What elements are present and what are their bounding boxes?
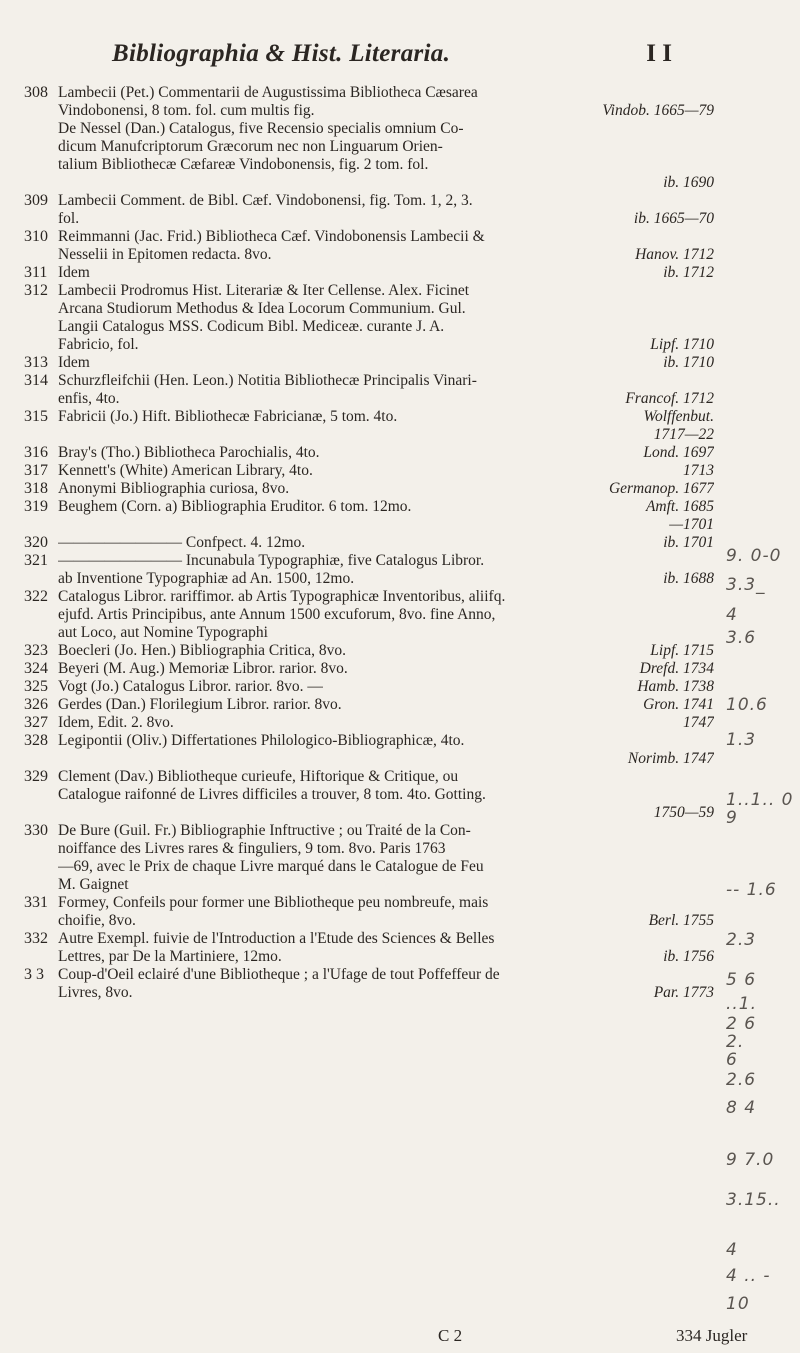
entry-imprint: Par. 1773 <box>648 984 714 1002</box>
entry-line <box>58 282 714 300</box>
running-header <box>112 40 672 80</box>
catalogue-entry <box>24 588 714 642</box>
entry-line <box>58 696 714 714</box>
entry-line <box>58 102 714 120</box>
entry-text: Lambecii Comment. de Bibl. Cæf. Vindobonensi, fig. Tom. 1, 2, 3. <box>58 192 473 209</box>
entry-number: 315 <box>24 408 48 425</box>
catalogue-entry <box>24 192 714 228</box>
handwritten-note: 4 <box>726 605 738 625</box>
entry-line <box>58 300 714 318</box>
handwritten-note: 2.3 <box>726 930 757 950</box>
entry-text: Bray's (Tho.) Bibliotheca Parochialis, 4to. <box>58 444 320 461</box>
entry-text: Nesselii in Epitomen redacta. 8vo. <box>58 246 272 263</box>
handwritten-note: 2. <box>726 1032 745 1052</box>
signature-mark: C 2 <box>438 1326 463 1345</box>
entry-line <box>58 606 714 624</box>
entry-imprint: Lipf. 1715 <box>644 642 714 660</box>
handwritten-note: 10.6 <box>726 695 768 715</box>
entry-imprint: ib. 1690 <box>657 174 714 192</box>
entry-line <box>58 714 714 732</box>
entry-imprint: Lipf. 1710 <box>644 336 714 354</box>
entry-text: Gerdes (Dan.) Florilegium Libror. rarior. 8vo. <box>58 696 342 713</box>
entry-text: Catalogue raifonné de Livres difficiles a trouver, 8 tom. 4to. Gotting. <box>58 786 486 803</box>
catalogue-entry <box>24 282 714 354</box>
entry-text: dicum Manufcriptorum Græcorum nec non Linguarum Orien- <box>58 138 443 155</box>
entry-text: Livres, 8vo. <box>58 984 133 1001</box>
entry-imprint: 1717—22 <box>648 426 714 444</box>
entry-line <box>58 804 714 822</box>
entry-imprint: 1750—59 <box>648 804 714 822</box>
entry-line <box>58 858 714 876</box>
entry-text: Boecleri (Jo. Hen.) Bibliographia Critica, 8vo. <box>58 642 346 659</box>
entry-imprint: Wolffenbut. <box>638 408 714 426</box>
entry-text: Legipontii (Oliv.) Differtationes Philologico-Bibliographicæ, 4to. <box>58 732 465 749</box>
entry-line <box>58 174 714 192</box>
handwritten-note: 3.6 <box>726 628 757 648</box>
entry-line <box>58 678 714 696</box>
entry-imprint: ib. 1712 <box>657 264 714 282</box>
entry-line <box>58 534 714 552</box>
entry-line <box>58 588 714 606</box>
handwritten-note: 4 <box>726 1240 738 1260</box>
entry-text: aut Loco, aut Nomine Typographi <box>58 624 268 641</box>
entry-number: 310 <box>24 228 48 245</box>
entry-imprint: ib. 1665—70 <box>628 210 714 228</box>
entry-text: Arcana Studiorum Methodus & Idea Locorum Communium. Gul. <box>58 300 466 317</box>
entry-number: 313 <box>24 354 48 371</box>
entry-text: Vindobonensi, 8 tom. fol. cum multis fig. <box>58 102 315 119</box>
entry-line <box>58 948 714 966</box>
entry-text: noiffance des Livres rares & finguliers, 9 tom. 8vo. Paris 1763 <box>58 840 446 857</box>
entry-text: Autre Exempl. fuivie de l'Introduction a l'Etude des Sciences & Belles <box>58 930 495 947</box>
entry-imprint: ib. 1710 <box>657 354 714 372</box>
entry-line <box>58 552 714 570</box>
entry-line <box>58 498 714 516</box>
entry-line <box>58 516 714 534</box>
handwritten-note: 2 6 <box>726 1014 757 1034</box>
entry-number: 325 <box>24 678 48 695</box>
entry-text: Idem <box>58 354 90 371</box>
entry-number: 324 <box>24 660 48 677</box>
entry-imprint: Francof. 1712 <box>619 390 714 408</box>
entry-text: —69, avec le Prix de chaque Livre marqué dans le Catalogue de Feu <box>58 858 484 875</box>
entry-line <box>58 642 714 660</box>
catalogue-entries <box>24 84 714 1002</box>
running-title: Bibliographia & Hist. Literaria. <box>112 40 451 67</box>
entry-text: Fabricio, fol. <box>58 336 139 353</box>
catalogue-entry <box>24 678 714 696</box>
entry-line <box>58 444 714 462</box>
entry-line <box>58 246 714 264</box>
entry-line <box>58 264 714 282</box>
entry-text: fol. <box>58 210 80 227</box>
handwritten-note: 8 4 <box>726 1098 757 1118</box>
entry-text: Formey, Confeils pour former une Bibliotheque peu nombreufe, mais <box>58 894 489 911</box>
catalogue-entry <box>24 732 714 768</box>
entry-imprint: Amft. 1685 <box>640 498 714 516</box>
handwritten-note: 10 <box>726 1294 750 1314</box>
catalogue-entry <box>24 966 714 1002</box>
entry-text: Reimmanni (Jac. Frid.) Bibliotheca Cæf. Vindobonensis Lambecii & <box>58 228 485 245</box>
catalogue-entry <box>24 768 714 822</box>
catchword: 334 Jugler <box>676 1326 748 1345</box>
entry-line <box>58 390 714 408</box>
entry-number: 331 <box>24 894 48 911</box>
handwritten-note: 2.6 <box>726 1070 757 1090</box>
entry-imprint: ib. 1756 <box>657 948 714 966</box>
catalogue-entry <box>24 354 714 372</box>
handwritten-note: 1..1.. 0 <box>726 790 794 810</box>
entry-imprint: Berl. 1755 <box>643 912 714 930</box>
entry-text: ejufd. Artis Principibus, ante Annum 1500 excuforum, 8vo. fine Anno, <box>58 606 496 623</box>
entry-number: 326 <box>24 696 48 713</box>
entry-number: 318 <box>24 480 48 497</box>
entry-text <box>58 174 62 191</box>
entry-imprint: Hamb. 1738 <box>631 678 714 696</box>
catalogue-entry <box>24 498 714 534</box>
entry-number: 312 <box>24 282 48 299</box>
entry-imprint: Germanop. 1677 <box>603 480 714 498</box>
handwritten-note: 9 7.0 <box>726 1150 775 1170</box>
catalogue-entry <box>24 84 714 192</box>
entry-line <box>58 786 714 804</box>
entry-line <box>58 156 714 174</box>
entry-imprint: —1701 <box>663 516 714 534</box>
handwritten-note: -- 1.6 <box>726 880 777 900</box>
entry-number: 316 <box>24 444 48 461</box>
handwritten-note: 5 6 <box>726 970 757 990</box>
entry-line <box>58 750 714 768</box>
catalogue-entry <box>24 642 714 660</box>
catalogue-entry <box>24 480 714 498</box>
entry-number: 308 <box>24 84 48 101</box>
entry-line <box>58 912 714 930</box>
entry-line <box>58 840 714 858</box>
entry-text: talium Bibliothecæ Cæfareæ Vindobonensis, fig. 2 tom. fol. <box>58 156 429 173</box>
handwritten-note: ..1. <box>726 994 758 1014</box>
entry-text: Coup-d'Oeil eclairé d'une Bibliotheque ; a l'Ufage de tout Poffeffeur de <box>58 966 500 983</box>
entry-line <box>58 426 714 444</box>
entry-line <box>58 228 714 246</box>
entry-number: 327 <box>24 714 48 731</box>
entry-text: Langii Catalogus MSS. Codicum Bibl. Mediceæ. curante J. A. <box>58 318 445 335</box>
entry-imprint: Hanov. 1712 <box>629 246 714 264</box>
entry-line <box>58 822 714 840</box>
entry-imprint: 1713 <box>677 462 714 480</box>
entry-number: 321 <box>24 552 48 569</box>
entry-imprint: ib. 1701 <box>657 534 714 552</box>
catalogue-entry <box>24 264 714 282</box>
entry-text: Idem <box>58 264 90 281</box>
entry-line <box>58 966 714 984</box>
catalogue-entry <box>24 660 714 678</box>
entry-imprint: Gron. 1741 <box>637 696 714 714</box>
entry-line <box>58 570 714 588</box>
entry-text: ab Inventione Typographiæ ad An. 1500, 12mo. <box>58 570 355 587</box>
catalogue-entry <box>24 408 714 444</box>
entry-text: De Nessel (Dan.) Catalogus, five Recensio specialis omnium Co- <box>58 120 464 137</box>
entry-number: 323 <box>24 642 48 659</box>
entry-text: Lambecii Prodromus Hist. Literariæ & Iter Cellense. Alex. Ficinet <box>58 282 470 299</box>
entry-number: 311 <box>24 264 48 281</box>
handwritten-note: 6 <box>726 1050 738 1070</box>
entry-line <box>58 408 714 426</box>
entry-line <box>58 894 714 912</box>
entry-line <box>58 768 714 786</box>
entry-text: choifie, 8vo. <box>58 912 136 929</box>
entry-text: Kennett's (White) American Library, 4to. <box>58 462 313 479</box>
entry-number: 322 <box>24 588 48 605</box>
entry-number: 320 <box>24 534 48 551</box>
handwritten-note: 3.3_ <box>726 575 766 595</box>
entry-imprint: ib. 1688 <box>657 570 714 588</box>
entry-line <box>58 480 714 498</box>
catalogue-entry <box>24 372 714 408</box>
entry-number: 332 <box>24 930 48 947</box>
entry-line <box>58 930 714 948</box>
handwritten-note: 9. 0-0 <box>726 546 782 566</box>
entry-line <box>58 210 714 228</box>
catalogue-entry <box>24 714 714 732</box>
entry-number: 3 3 <box>24 966 44 983</box>
handwritten-note: 3.15.. <box>726 1190 781 1210</box>
catalogue-entry <box>24 462 714 480</box>
entry-imprint: 1747 <box>677 714 714 732</box>
handwritten-note: 1.3 <box>726 730 757 750</box>
entry-line <box>58 624 714 642</box>
entry-line <box>58 372 714 390</box>
entry-line <box>58 462 714 480</box>
entry-line <box>58 984 714 1002</box>
page-footer <box>0 1326 800 1350</box>
entry-number: 328 <box>24 732 48 749</box>
entry-line <box>58 192 714 210</box>
entry-imprint: Lond. 1697 <box>637 444 714 462</box>
entry-number: 329 <box>24 768 48 785</box>
catalogue-entry <box>24 822 714 894</box>
entry-number: 309 <box>24 192 48 209</box>
entry-line <box>58 660 714 678</box>
entry-number: 330 <box>24 822 48 839</box>
entry-text: Anonymi Bibliographia curiosa, 8vo. <box>58 480 290 497</box>
entry-number: 319 <box>24 498 48 515</box>
entry-text <box>58 750 62 767</box>
entry-text: Catalogus Libror. rariffimor. ab Artis Typographicæ Inventoribus, aliifq. <box>58 588 506 605</box>
entry-line <box>58 84 714 102</box>
entry-text: Vogt (Jo.) Catalogus Libror. rarior. 8vo. — <box>58 678 323 695</box>
entry-text: enfis, 4to. <box>58 390 120 407</box>
entry-text: Beughem (Corn. a) Bibliographia Eruditor. 6 tom. 12mo. <box>58 498 412 515</box>
catalogue-entry <box>24 894 714 930</box>
entry-imprint: Drefd. 1734 <box>634 660 714 678</box>
entry-imprint: Norimb. 1747 <box>622 750 714 768</box>
entry-line <box>58 732 714 750</box>
entry-text: M. Gaignet <box>58 876 129 893</box>
entry-line <box>58 336 714 354</box>
entry-line <box>58 876 714 894</box>
entry-text: Fabricii (Jo.) Hift. Bibliothecæ Fabricianæ, 5 tom. 4to. <box>58 408 398 425</box>
entry-line <box>58 120 714 138</box>
entry-text <box>58 804 62 821</box>
entry-line <box>58 318 714 336</box>
entry-text: Schurzfleifchii (Hen. Leon.) Notitia Bibliothecæ Principalis Vinari- <box>58 372 477 389</box>
catalogue-entry <box>24 228 714 264</box>
catalogue-entry <box>24 696 714 714</box>
entry-text <box>58 426 62 443</box>
entry-text: Lambecii (Pet.) Commentarii de Augustissima Bibliotheca Cæsarea <box>58 84 478 101</box>
entry-text: De Bure (Guil. Fr.) Bibliographie Inftructive ; ou Traité de la Con- <box>58 822 471 839</box>
entry-text <box>58 516 62 533</box>
entry-line <box>58 354 714 372</box>
entry-text: ———————— Incunabula Typographiæ, five Catalogus Libror. <box>58 552 485 569</box>
entry-text: Beyeri (M. Aug.) Memoriæ Libror. rarior. 8vo. <box>58 660 348 677</box>
entry-text: Lettres, par De la Martiniere, 12mo. <box>58 948 282 965</box>
entry-text: Clement (Dav.) Bibliotheque curieufe, Hiftorique & Critique, ou <box>58 768 459 785</box>
entry-text: Idem, Edit. 2. 8vo. <box>58 714 174 731</box>
catalogue-entry <box>24 534 714 552</box>
handwritten-note: 4 .. - <box>726 1266 771 1286</box>
entry-imprint: Vindob. 1665—79 <box>596 102 714 120</box>
entry-number: 314 <box>24 372 48 389</box>
catalogue-entry <box>24 930 714 966</box>
page-number: I I <box>646 40 672 67</box>
handwritten-note: 9 <box>726 808 738 828</box>
entry-number: 317 <box>24 462 48 479</box>
entry-text: ———————— Confpect. 4. 12mo. <box>58 534 306 551</box>
catalogue-entry <box>24 552 714 588</box>
entry-line <box>58 138 714 156</box>
catalogue-entry <box>24 444 714 462</box>
